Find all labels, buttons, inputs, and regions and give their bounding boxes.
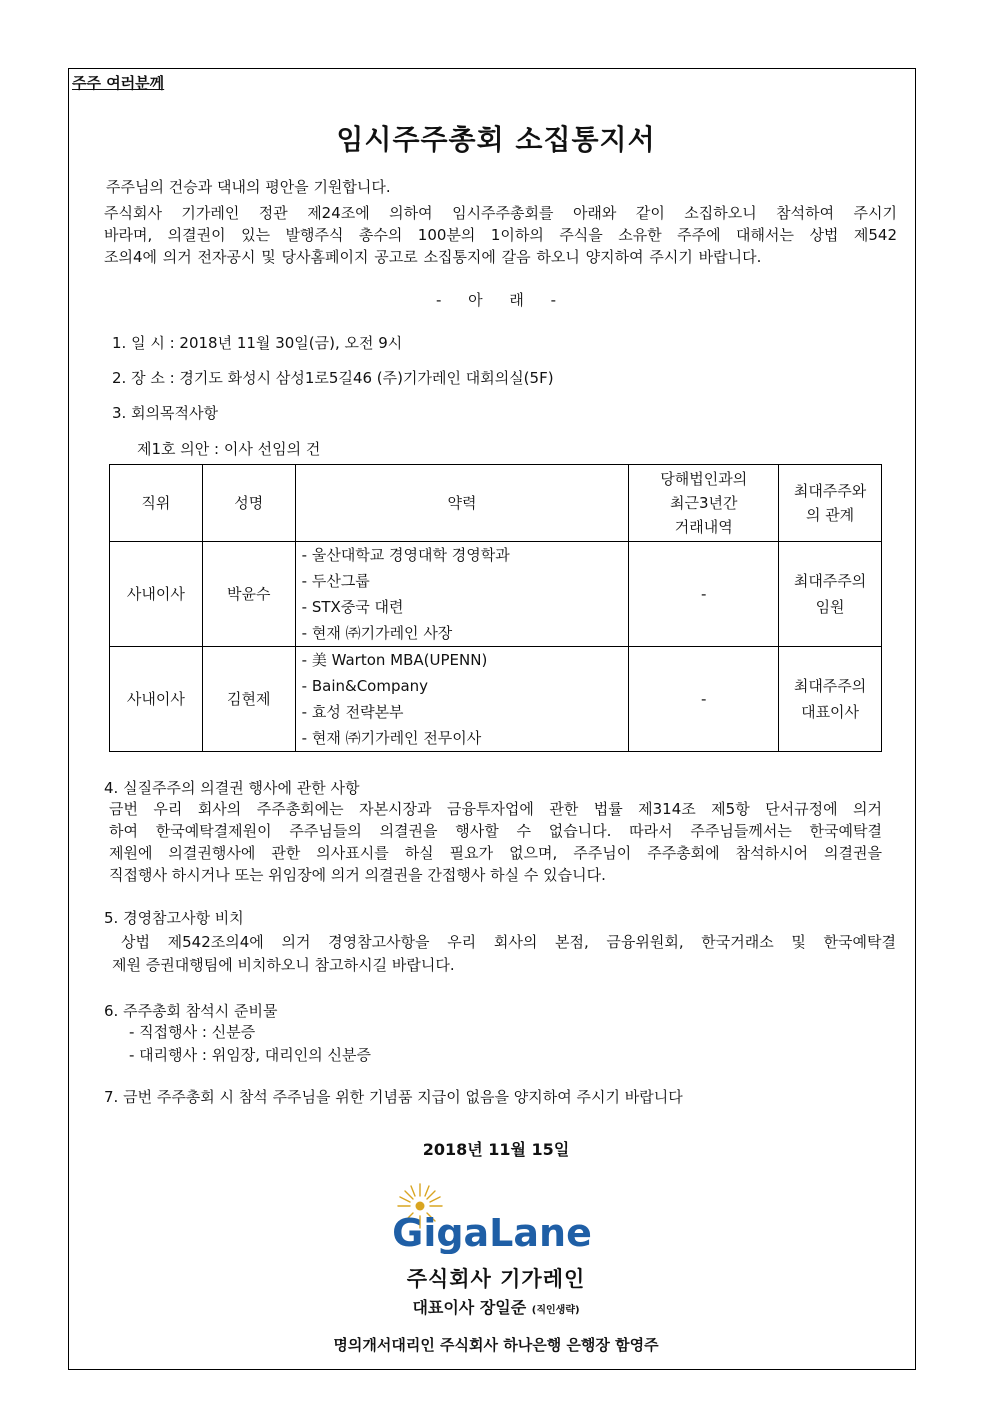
intro-line-2: 바라며, 의결권이 있는 발행주식 총수의 100분의 1이하의 주식을 소유한 주주에 대해서는 상법 제542: [104, 226, 897, 244]
table-row: [110, 647, 882, 752]
item-place: 2. 장 소 : 경기도 화성시 삼성1로5길46 (주)기가레인 대회의실(5F): [112, 369, 554, 387]
intro-line-3: 조의4에 의거 전자공시 및 당사홈페이지 공고로 소집통지에 갈음 하오니 양지하여 주시기 바랍니다.: [104, 248, 762, 266]
section5-heading: 5. 경영참고사항 비치: [104, 909, 244, 927]
table-row: [110, 542, 882, 647]
cell-relation: 최대주주의 대표이사: [779, 647, 882, 752]
ceo-line: [0, 1295, 992, 1318]
career-item: - 현재 ㈜기가레인 전무이사: [301, 729, 482, 747]
cell-relation: 최대주주의 임원: [779, 542, 882, 647]
item-agenda: 제1호 의안 : 이사 선임의 건: [137, 440, 321, 458]
section6-heading: 6. 주주총회 참석시 준비물: [104, 1002, 278, 1020]
gigalane-logo: [352, 1182, 632, 1254]
cell-name: 박윤수: [202, 542, 295, 647]
company-name: 주식회사 기가레인: [406, 1267, 586, 1291]
career-item: - 울산대학교 경영대학 경영학과: [301, 546, 510, 564]
table-header-row: [110, 465, 882, 542]
section6-item-2: - 대리행사 : 위임장, 대리인의 신분증: [129, 1046, 371, 1064]
greeting: 주주님의 건승과 댁내의 평안을 기원합니다.: [106, 178, 391, 196]
section4-heading: 4. 실질주주의 의결권 행사에 관한 사항: [104, 779, 360, 797]
header-name: 성명: [202, 465, 295, 542]
seal-omitted-note: (직인생략): [531, 1305, 580, 1316]
header-career: 약력: [295, 465, 629, 542]
career-item: - STX중국 대련: [301, 598, 404, 616]
career-item: - 두산그룹: [301, 572, 370, 590]
section4-line-1: 금번 우리 회사의 주주총회에는 자본시장과 금융투자업에 관한 법률 제314조 제5항 단서규정에 의거: [109, 800, 882, 818]
section4-line-2: 하여 한국예탁결제원이 주주님들의 의결권을 행사할 수 없습니다. 따라서 주주님들께서는 한국예탁결: [109, 822, 882, 840]
career-item: - Bain&Company: [301, 677, 429, 695]
header-position: 직위: [110, 465, 203, 542]
addressee: 주주 여러분께: [72, 74, 165, 92]
notice-date: 2018년 11월 15일: [422, 1140, 570, 1159]
logo-wordmark: GigaLane: [392, 1211, 592, 1254]
director-table: [109, 464, 882, 752]
transfer-agent: 명의개서대리인 주식회사 하나은행 은행장 함영주: [333, 1336, 659, 1354]
career-item: - 효성 전략본부: [301, 703, 404, 721]
cell-position: 사내이사: [110, 542, 203, 647]
header-relation: 최대주주와 의 관계: [779, 465, 882, 542]
cell-position: 사내이사: [110, 647, 203, 752]
career-item: - 美 Warton MBA(UPENN): [301, 651, 488, 669]
cell-career: [295, 542, 629, 647]
cell-name: 김현제: [202, 647, 295, 752]
cell-transactions: -: [629, 542, 779, 647]
section7: 7. 금번 주주총회 시 참석 주주님을 위한 기념품 지급이 없음을 양지하여 주시기 바랍니다: [104, 1088, 683, 1106]
section4-line-4: 직접행사 하시거나 또는 위임장에 의거 의결권을 간접행사 하실 수 있습니다.: [109, 866, 606, 884]
intro-line-1: 주식회사 기가레인 정관 제24조에 의하여 임시주주총회를 아래와 같이 소집하오니 참석하여 주시기: [104, 204, 897, 222]
header-transactions: 당해법인과의 최근3년간 거래내역: [629, 465, 779, 542]
item-agenda-heading: 3. 회의목적사항: [112, 404, 219, 422]
below-marker: - 아 래 -: [435, 291, 557, 309]
page-title: 임시주주총회 소집통지서: [336, 123, 656, 156]
item-datetime: 1. 일 시 : 2018년 11월 30일(금), 오전 9시: [112, 334, 403, 352]
cell-transactions: -: [629, 647, 779, 752]
cell-career: [295, 647, 629, 752]
section6-item-1: - 직접행사 : 신분증: [129, 1023, 256, 1041]
section5-line-2: 제원 증권대행팀에 비치하오니 참고하시길 바랍니다.: [112, 956, 455, 974]
career-item: - 현재 ㈜기가레인 사장: [301, 624, 453, 642]
section5-line-1: 상법 제542조의4에 의거 경영참고사항을 우리 회사의 본점, 금융위원회, 한국거래소 및 한국예탁결: [121, 933, 896, 951]
ceo-name: 대표이사 장일준: [412, 1298, 527, 1317]
section4-line-3: 제원에 의결권행사에 관한 의사표시를 하실 필요가 없으며, 주주님이 주주총회에 참석하시어 의결권을: [109, 844, 882, 862]
